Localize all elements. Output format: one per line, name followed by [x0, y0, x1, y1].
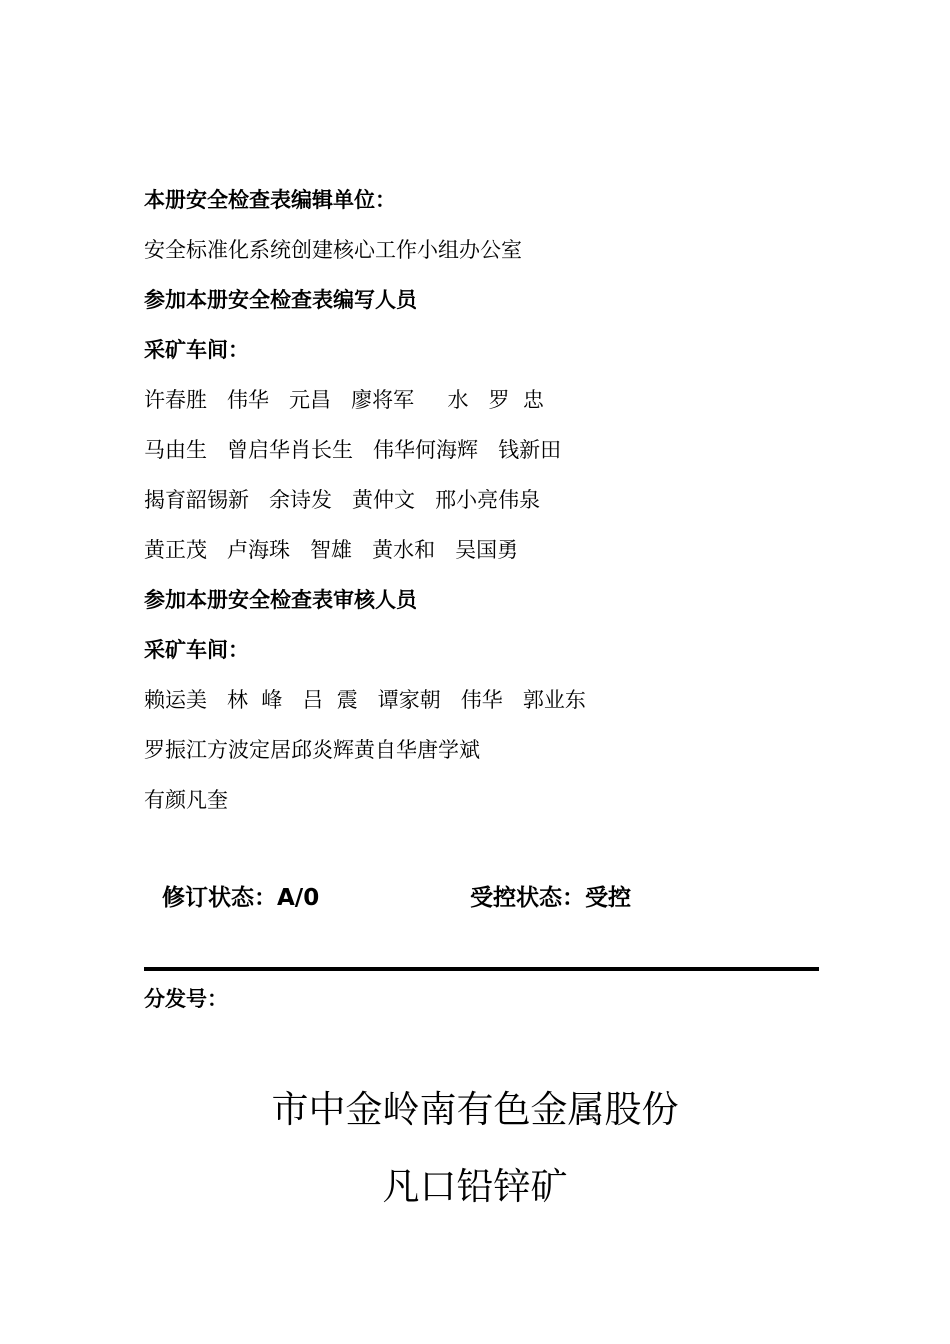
writers-line: 许春胜 伟华 元昌 廖将军 水 罗 忠	[144, 388, 544, 412]
writers-dept: 采矿车间：	[144, 338, 249, 362]
reviewers-line: 有颜凡奎	[144, 788, 228, 812]
writers-line: 黄正茂 卢海珠 智雄 黄水和 吴国勇	[144, 538, 519, 562]
reviewers-heading: 参加本册安全检查表审核人员	[144, 588, 417, 612]
distribution-label: 分发号：	[144, 987, 228, 1011]
revision-status: 修订状态：A/0	[162, 885, 320, 911]
divider-rule	[144, 967, 819, 971]
writers-line: 马由生 曾启华肖长生 伟华何海辉 钱新田	[144, 438, 562, 462]
writers-line: 揭育韶锡新 余诗发 黄仲文 邢小亮伟泉	[144, 488, 541, 512]
reviewers-line: 罗振江方波定居邱炎辉黄自华唐学斌	[144, 738, 480, 762]
editor-heading: 本册安全检查表编辑单位：	[144, 188, 396, 212]
reviewers-line: 赖运美 林 峰 吕 震 谭家朝 伟华 郭业东	[144, 688, 586, 712]
company-name: 市中金岭南有色金属股份	[271, 1088, 679, 1131]
reviewers-dept: 采矿车间：	[144, 638, 249, 662]
writers-heading: 参加本册安全检查表编写人员	[144, 288, 417, 312]
control-status: 受控状态：受控	[470, 885, 631, 911]
company-mine-name: 凡口铅锌矿	[382, 1165, 568, 1208]
editor-unit: 安全标准化系统创建核心工作小组办公室	[144, 238, 522, 262]
